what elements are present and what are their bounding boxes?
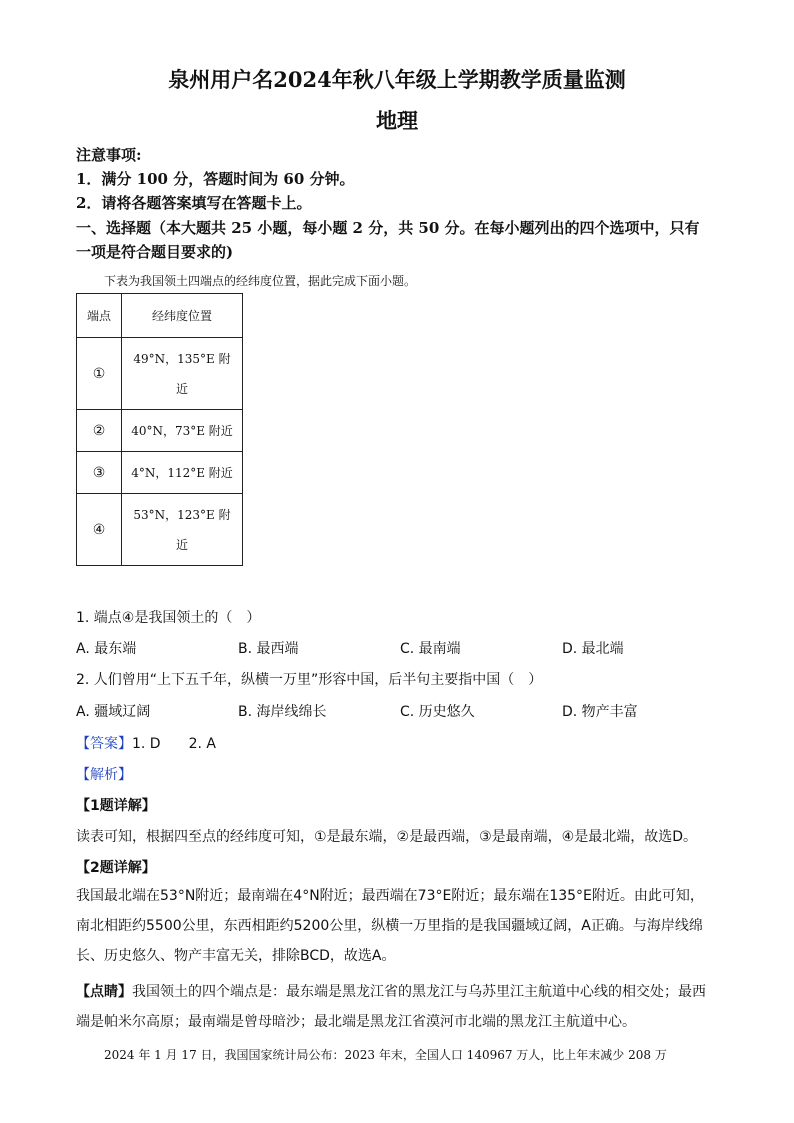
table-header-position: 经纬度位置 [122,294,243,338]
position-line: 近 [175,537,188,552]
answer-line [76,733,216,753]
table-header-point: 端点 [77,294,122,338]
analysis-tag: 【解析】 [76,767,132,783]
next-passage-line: 2024 年 1 月 17 日，我国国家统计局公布：2023 年末，全国人口 140967 万人，比上年末减少 208 万 [104,1048,667,1062]
position-line: 49°N，135°E 附 [133,351,231,366]
q1-option-a: A. 最东端 [76,641,137,657]
position-line: 近 [175,381,188,396]
question-2: 2. 人们曾用“上下五千年，纵横一万里”形容中国，后半句主要指中国（ ） [76,672,543,688]
table-row [77,452,243,494]
q1-option-c: C. 最南端 [400,641,461,657]
q1-option-d: D. 最北端 [562,641,624,657]
q2-option-c: C. 历史悠久 [400,704,475,720]
q2-option-d: D. 物产丰富 [562,704,638,720]
q1-option-b: B. 最西端 [238,641,299,657]
section-heading-line1: 一、选择题（本大题共 25 小题，每小题 2 分，共 50 分。在每小题列出的四个选项中，只有 [76,219,700,237]
table-cell-position [122,494,243,566]
detail-1-text: 读表可知，根据四至点的经纬度可知，①是最东端，②是最西端，③是最南端，④是最北端，故选D。 [76,829,697,845]
notice-title: 注意事项: [76,146,142,164]
question-1: 1. 端点④是我国领土的（ ） [76,610,261,626]
tip-text: 我国领土的四个端点是：最东端是黑龙江省的黑龙江与乌苏里江主航道中心线的相交处；最西端是帕米尔高原；最南端是曾母暗沙；最北端是黑龙江省漠河市北端的黑龙江主航道中心。 [76,984,706,1030]
detail-2-text: 我国最北端在53°N附近；最南端在4°N附近；最西端在73°E附近；最东端在135°E附近。由此可知，南北相距约5500公里，东西相距约5200公里，纵横一万里指的是我国疆域辽阔，A正确。与海岸线绵长、历史悠久、物产丰富无关，排除BCD，故选A。 [76,888,704,964]
table-cell-position [122,338,243,410]
detail-1-tag: 【1题详解】 [76,798,156,814]
tip-paragraph [76,977,716,1037]
table-cell-point: ③ [77,452,122,494]
subject-title: 地理 [376,108,418,133]
table-intro: 下表为我国领土四端点的经纬度位置，据此完成下面小题。 [104,274,417,288]
position-line: 53°N，123°E 附 [133,507,231,522]
notice-item-1: 1．满分 100 分，答题时间为 60 分钟。 [76,170,355,188]
document-title: 泉州用户名2024年秋八年级上学期教学质量监测 [168,67,626,92]
detail-2-tag: 【2题详解】 [76,860,156,876]
q2-option-a: A. 疆域辽阔 [76,704,151,720]
table-cell-position: 40°N，73°E 附近 [122,410,243,452]
q2-option-b: B. 海岸线绵长 [238,704,327,720]
answer-tag: 【答案】 [76,736,132,752]
table-cell-position: 4°N，112°E 附近 [122,452,243,494]
notice-item-2: 2．请将各题答案填写在答题卡上。 [76,194,312,212]
table-header-row [77,294,243,338]
section-heading-line2: 一项是符合题目要求的) [76,243,234,261]
table-row [77,494,243,566]
answer-text: 1. D 2. A [132,736,216,752]
extreme-points-table [76,293,243,566]
tip-tag: 【点睛】 [76,984,132,1000]
table-row [77,338,243,410]
table-cell-point: ① [77,338,122,410]
table-cell-point: ② [77,410,122,452]
table-cell-point: ④ [77,494,122,566]
table-row [77,410,243,452]
